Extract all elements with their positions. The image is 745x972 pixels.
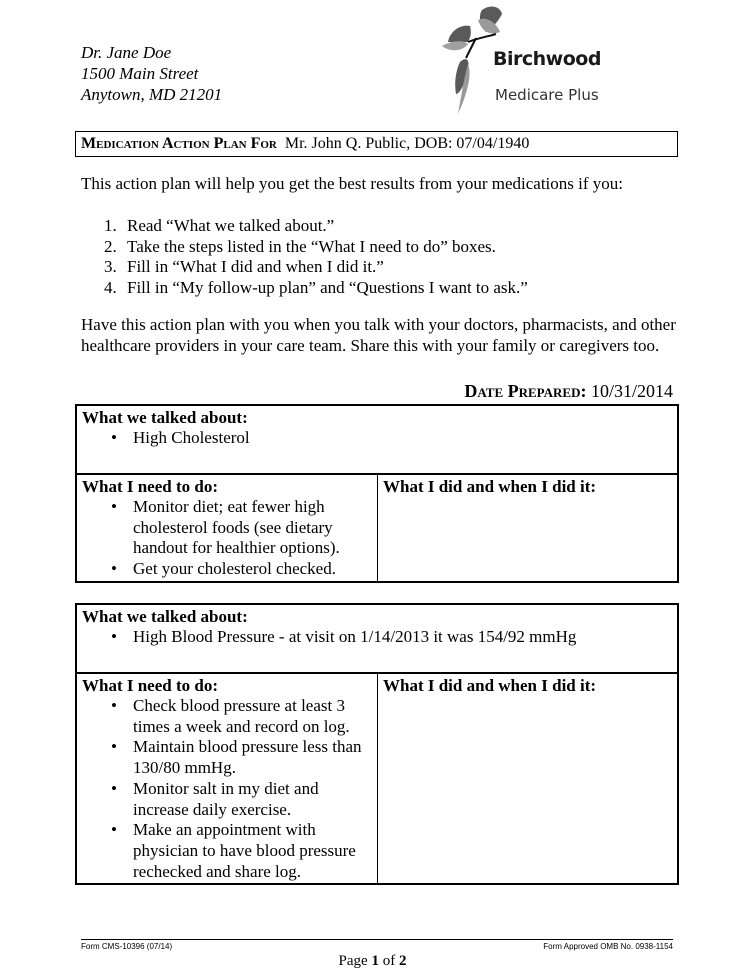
- talked-about-cell: [76, 405, 678, 474]
- form-id: Form CMS-10396 (07/14): [81, 942, 173, 951]
- step-number: 2.: [104, 236, 117, 256]
- what-i-did-header: What I did and when I did it:: [383, 676, 597, 695]
- list-item: • Make an appointment with physician to have blood pressure rechecked and share log.: [105, 820, 372, 882]
- footer-divider: [81, 939, 673, 940]
- address-line: Anytown, MD 21201: [81, 85, 223, 104]
- plan-title-box: [75, 131, 678, 157]
- list-item: • Maintain blood pressure less than 130/80 mmHg.: [105, 737, 372, 778]
- need-to-do-header: What I need to do:: [82, 676, 219, 695]
- list-item: • High Blood Pressure - at visit on 1/14/2013 it was 154/92 mmHg: [105, 627, 672, 648]
- step-item: [104, 237, 528, 258]
- step-number: 1.: [104, 216, 117, 235]
- intro-text: This action plan will help you get the best results from your medications if you:: [81, 174, 624, 193]
- page-prefix: Page: [338, 953, 368, 969]
- page-total: 2: [398, 953, 407, 969]
- page-of: of: [382, 953, 396, 969]
- date-prepared: [464, 380, 673, 402]
- instruction-steps: [104, 216, 528, 298]
- provider-address: [81, 42, 222, 105]
- need-to-do-list: [82, 696, 372, 882]
- list-item: • High Cholesterol: [105, 428, 672, 449]
- need-to-do-header: What I need to do:: [82, 477, 219, 496]
- address-line: Dr. Jane Doe: [81, 43, 172, 62]
- list-item: • Check blood pressure at least 3 times a week and record on log.: [105, 696, 372, 737]
- logo-name: Birchwood: [493, 48, 601, 70]
- omb-approval: Form Approved OMB No. 0938-1154: [543, 942, 673, 951]
- step-item: [104, 278, 528, 299]
- sharing-note: Have this action plan with you when you talk with your doctors, pharmacists, and other healthcare providers in your care team. Share this with your family or caregivers too.: [81, 315, 676, 355]
- step-number: 3.: [104, 257, 117, 276]
- what-i-did-header: What I did and when I did it:: [383, 477, 597, 496]
- address-line: 1500 Main Street: [81, 64, 199, 83]
- date-prepared-label: Date Prepared:: [464, 381, 587, 401]
- need-to-do-cell: [76, 474, 378, 582]
- need-to-do-cell: [76, 673, 378, 884]
- talked-about-cell: [76, 604, 678, 673]
- step-text: Take the steps listed in the “What I need to do” boxes.: [127, 236, 496, 256]
- birchwood-logo: [438, 2, 618, 120]
- step-number: 4.: [104, 277, 117, 297]
- list-item: • Monitor diet; eat fewer high cholesterol foods (see dietary handout for healthier options).: [105, 497, 372, 559]
- page-number: [0, 953, 745, 970]
- talked-about-list: [82, 428, 672, 449]
- talked-about-header: What we talked about:: [82, 408, 248, 427]
- step-item: [104, 216, 528, 237]
- step-text: Fill in “My follow-up plan” and “Questions I want to ask.”: [127, 277, 528, 297]
- step-item: [104, 257, 528, 278]
- list-item: • Get your cholesterol checked.: [105, 559, 372, 580]
- step-text: Fill in “What I did and when I did it.”: [127, 257, 384, 276]
- need-to-do-list: [82, 497, 372, 580]
- page-current: 1: [371, 953, 379, 969]
- date-prepared-value: 10/31/2014: [590, 381, 673, 401]
- plan-title-label: Medication Action Plan For: [81, 135, 277, 152]
- plan-table-blood-pressure: [75, 603, 679, 885]
- patient-info: Mr. John Q. Public, DOB: 07/04/1940: [284, 135, 530, 152]
- logo-subtitle: Medicare Plus: [495, 86, 599, 104]
- what-i-did-cell[interactable]: [378, 673, 679, 884]
- list-item: • Monitor salt in my diet and increase daily exercise.: [105, 779, 372, 820]
- plan-table-cholesterol: [75, 404, 679, 583]
- talked-about-header: What we talked about:: [82, 607, 248, 626]
- talked-about-list: [82, 627, 672, 648]
- what-i-did-cell[interactable]: [378, 474, 679, 582]
- step-text: Read “What we talked about.”: [127, 216, 335, 235]
